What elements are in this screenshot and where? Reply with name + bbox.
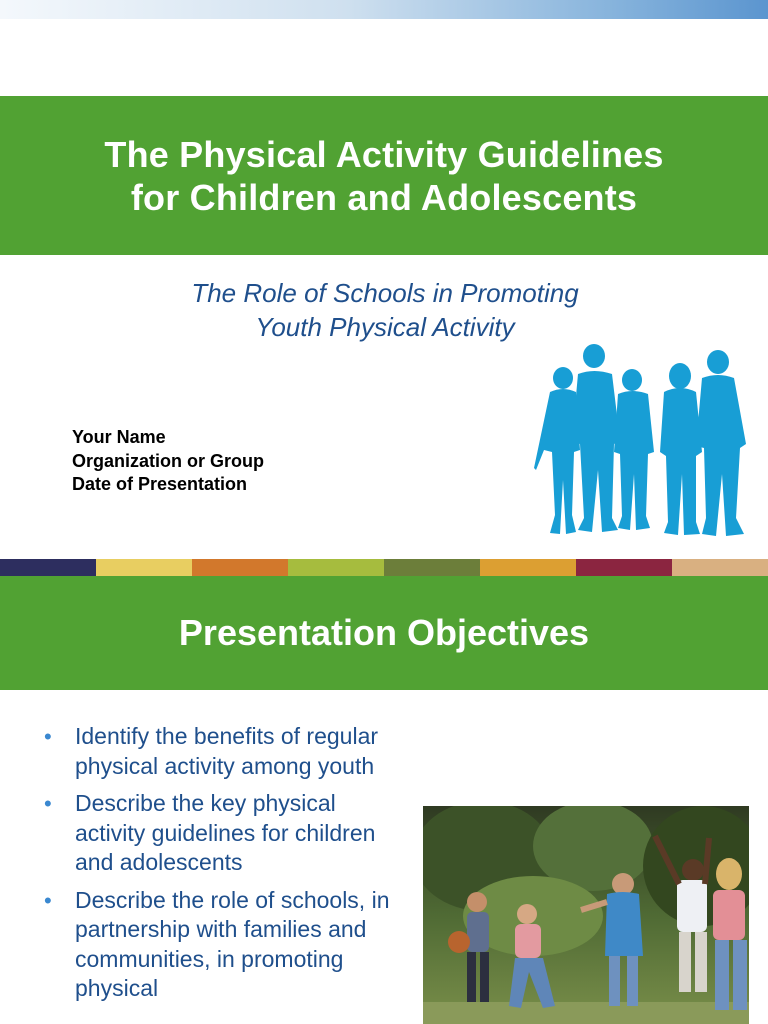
presenter-info [72, 426, 264, 497]
objectives-heading: Presentation Objectives [178, 612, 590, 653]
list-item [44, 722, 394, 781]
list-item [44, 886, 394, 1004]
slide-title [104, 133, 663, 219]
bullet-icon: • [44, 887, 52, 913]
strip-segment-6 [480, 559, 576, 576]
slide-subtitle [0, 276, 768, 344]
bullet-icon: • [44, 791, 52, 816]
objectives-banner [0, 576, 768, 690]
presenter-date: Date of Presentation [72, 474, 248, 494]
children-playing-photo [423, 806, 749, 1024]
list-item [44, 789, 394, 878]
youth-silhouette-image [530, 340, 756, 546]
presenter-name: Your Name [72, 427, 166, 447]
strip-segment-4 [288, 559, 384, 576]
objectives-list [44, 722, 394, 1012]
objective-text-2: Describe the key physical activity guidelines for children and adolescents [75, 790, 376, 875]
title-line-1: The Physical Activity Guidelines [104, 133, 664, 175]
presenter-organization: Organization or Group [72, 450, 264, 471]
objective-text-1: Identify the benefits of regular physical activity among youth [75, 723, 379, 779]
bullet-icon: • [44, 724, 52, 749]
top-gradient-bar [0, 0, 768, 19]
subtitle-line-2: Youth Physical Activity [255, 312, 515, 342]
strip-segment-2 [96, 559, 192, 576]
strip-segment-7 [576, 559, 672, 576]
strip-segment-3 [192, 559, 288, 576]
color-divider-strip [0, 559, 768, 576]
strip-segment-1 [0, 559, 96, 576]
objective-text-3: Describe the role of schools, in partnership with families and communities, in promoting physical [75, 886, 390, 1001]
strip-segment-5 [384, 559, 480, 576]
title-line-2: for Children and Adolescents [130, 176, 638, 218]
title-banner [0, 96, 768, 255]
subtitle-line-1: The Role of Schools in Promoting [191, 278, 579, 308]
strip-segment-8 [672, 559, 768, 576]
